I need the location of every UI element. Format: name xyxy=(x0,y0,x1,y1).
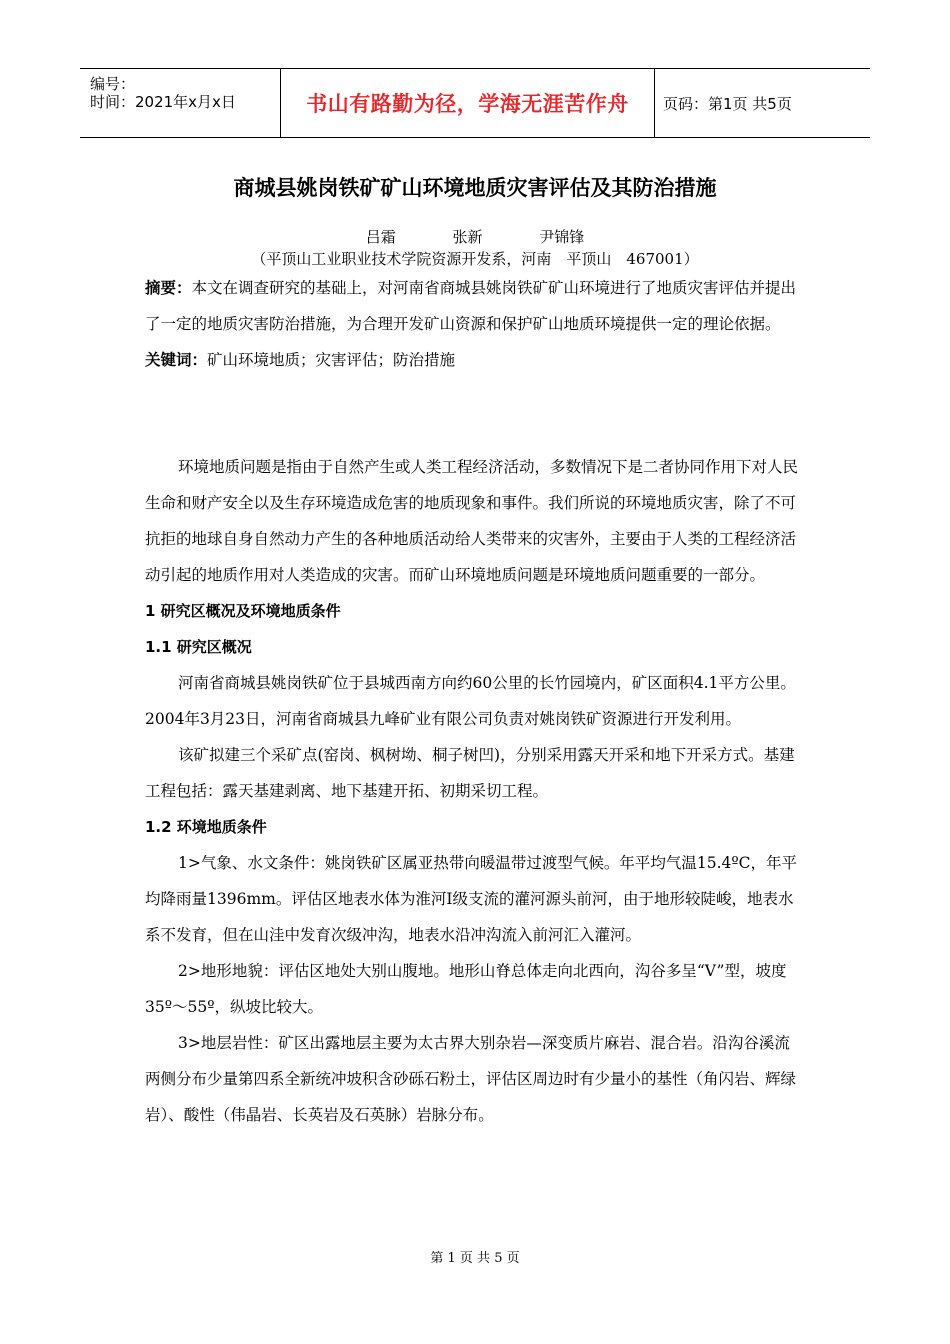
page-footer: 第 1 页 共 5 页 xyxy=(430,1251,520,1266)
abstract-text: 本文在调查研究的基础上，对河南省商城县姚岗铁矿矿山环境进行了地质灾害评估并提出了一定的地质灾害防治措施，为合理开发矿山资源和保护矿山地质环境提供一定的理论依据。 xyxy=(145,279,797,333)
header-meta-cell xyxy=(80,69,281,137)
author-3: 尹锦锋 xyxy=(539,228,585,246)
abstract-label: 摘要： xyxy=(145,278,192,297)
header-motto-cell xyxy=(281,69,655,137)
date-label: 时间：2021年x月x日 xyxy=(90,93,236,111)
section-1-1-paragraph-2: 该矿拟建三个采矿点(窑岗、枫树坳、桐子树凹)，分别采用露天开采和地下开采方式。基建工程包括：露天基建剥离、地下基建开拓、初期采切工程。 xyxy=(145,746,795,800)
author-2: 张新 xyxy=(452,228,483,246)
keywords xyxy=(145,342,805,378)
number-label: 编号： xyxy=(90,75,136,93)
affiliation: （平顶山工业职业技术学院资源开发系，河南 平顶山 467001） xyxy=(251,250,699,268)
authors xyxy=(0,226,950,247)
body-block xyxy=(145,449,805,1133)
section-1-2-heading: 1.2 环境地质条件 xyxy=(145,818,267,836)
keywords-label: 关键词： xyxy=(145,350,208,369)
abstract-block xyxy=(145,270,805,378)
section-1-1-heading: 1.1 研究区概况 xyxy=(145,638,252,656)
section-1-2-paragraph-3: 3>地层岩性：矿区出露地层主要为太古界大别杂岩—深变质片麻岩、混合岩。沿沟谷溪流两侧分布少量第四系全新统冲坡积含砂砾石粉土，评估区周边时有少量小的基性（角闪岩、辉绿岩）、酸性（伟晶岩、长英岩及石英脉）岩脉分布。 xyxy=(145,1034,797,1124)
section-1-2-paragraph-1: 1>气象、水文条件：姚岗铁矿区属亚热带向暖温带过渡型气候。年平均气温15.4ºC，年平均降雨量1396mm。评估区地表水体为淮河I级支流的灌河源头前河，由于地形较陡峻，地表水系不发育，但在山洼中发育次级冲沟，地表水沿冲沟流入前河汇入灌河。 xyxy=(145,854,798,944)
section-1-1-paragraph-1: 河南省商城县姚岗铁矿位于县城西南方向约60公里的长竹园境内，矿区面积4.1平方公里。2004年3月23日，河南省商城县九峰矿业有限公司负责对姚岗铁矿资源进行开发利用。 xyxy=(145,674,796,728)
author-1: 吕霜 xyxy=(365,228,396,246)
abstract xyxy=(145,270,805,342)
motto: 书山有路勤为径，学海无涯苦作舟 xyxy=(306,92,629,116)
section-1-2-paragraph-2: 2>地形地貌：评估区地处大别山腹地。地形山脊总体走向北西向，沟谷多呈“V”型，坡度35º～55º，纵坡比较大。 xyxy=(145,962,787,1016)
section-1-heading: 1 研究区概况及环境地质条件 xyxy=(145,602,341,620)
header-page-cell xyxy=(655,69,870,137)
document-title: 商城县姚岗铁矿矿山环境地质灾害评估及其防治措施 xyxy=(233,176,717,200)
intro-paragraph: 环境地质问题是指由于自然产生或人类工程经济活动，多数情况下是二者协同作用下对人民生命和财产安全以及生存环境造成危害的地质现象和事件。我们所说的环境地质灾害，除了不可抗拒的地球自身自然动力产生的各种地质活动给人类带来的灾害外，主要由于人类的工程经济活动引起的地质作用对人类造成的灾害。而矿山环境地质问题是环境地质问题重要的一部分。 xyxy=(145,458,799,584)
header-table xyxy=(80,68,870,138)
keywords-text: 矿山环境地质；灾害评估；防治措施 xyxy=(207,351,456,369)
page-info: 页码：第1页 共5页 xyxy=(663,94,792,113)
